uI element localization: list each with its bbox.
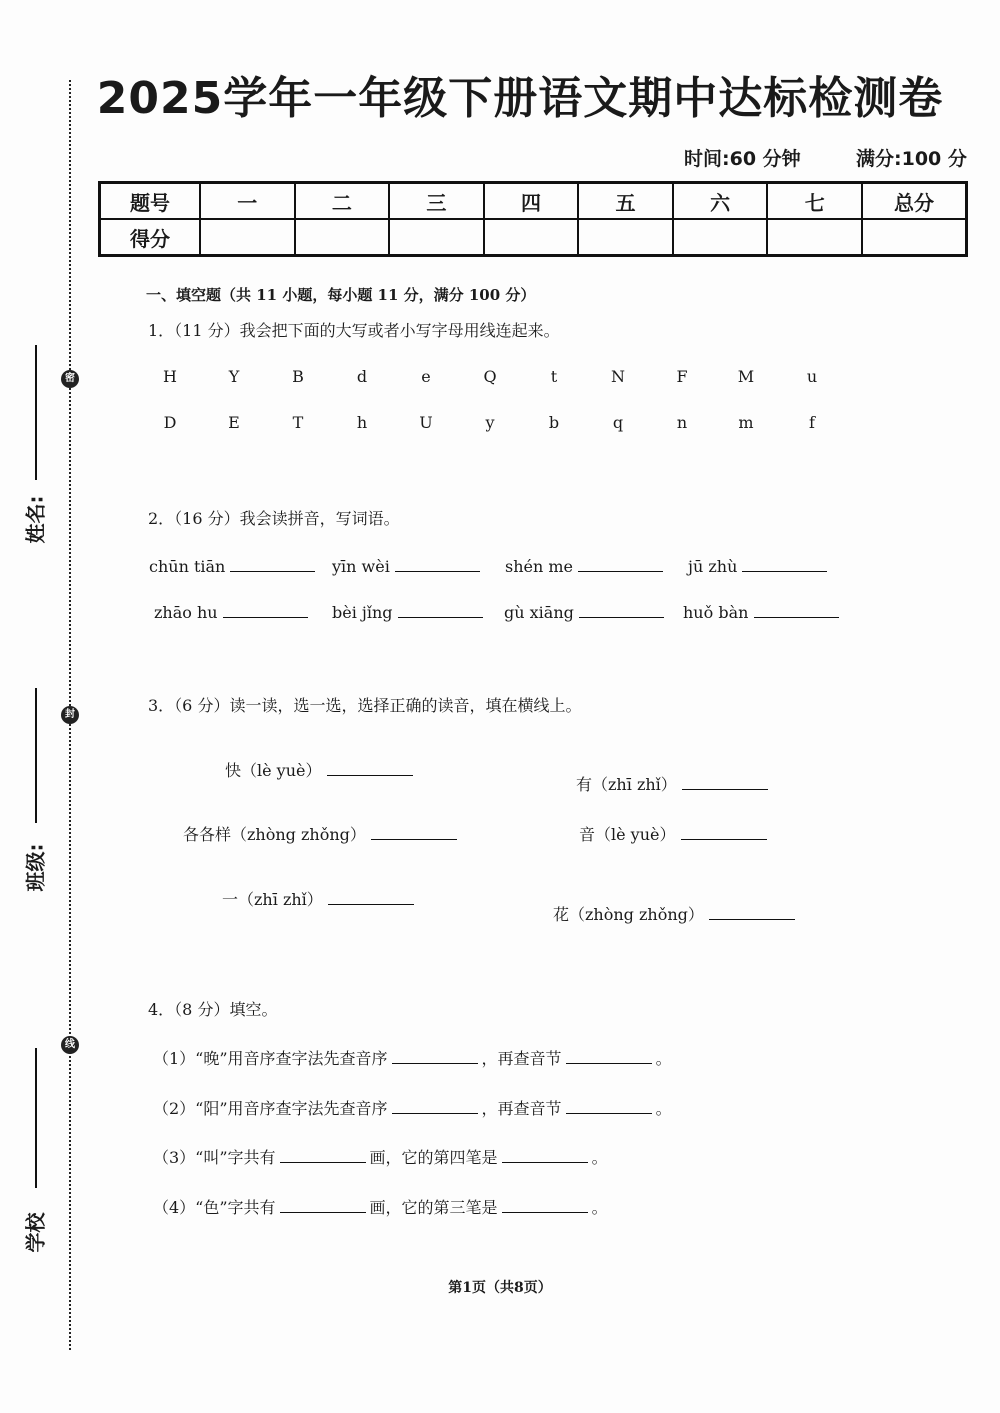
answer-blank[interactable] [392, 1097, 478, 1114]
fill-text: （1）“晚”用音序查字法先查音序 [153, 1049, 388, 1068]
fill-text: 画，它的第四笔是 [369, 1148, 498, 1167]
score-table-cell: 一 [200, 183, 295, 220]
seal-mark: 封 [61, 706, 79, 724]
score-table-cell: 三 [389, 183, 484, 220]
score-table-cell: 得分 [100, 219, 201, 256]
score-table-header-row [100, 183, 967, 220]
seal-mark: 线 [61, 1036, 79, 1054]
score-table-cell: 七 [767, 183, 862, 220]
answer-blank[interactable] [709, 903, 795, 920]
time-limit: 时间:60 分钟 [684, 148, 801, 170]
score-table-cell: 题号 [100, 183, 201, 220]
question-4: 4．（8 分）填空。 [148, 1000, 278, 1019]
letter[interactable]: e [421, 367, 431, 386]
score-table-score-row [100, 219, 967, 256]
fill-line-2 [153, 1096, 672, 1119]
reading-choice: 花（zhòng zhǒng） [553, 905, 704, 924]
reading-choice: 音（lè yuè） [579, 825, 676, 844]
question-1: 1．（11 分）我会把下面的大写或者小写字母用线连起来。 [148, 321, 560, 340]
score-table-cell: 六 [673, 183, 768, 220]
letter[interactable]: E [228, 413, 240, 432]
fill-text: （3）“叫”字共有 [153, 1148, 276, 1167]
pinyin-item [332, 555, 480, 576]
seal-mark: 密 [61, 370, 79, 388]
score-input-cell[interactable] [862, 219, 967, 256]
letter[interactable]: f [809, 413, 815, 432]
fill-line-4 [153, 1195, 608, 1218]
pinyin-item [149, 555, 315, 576]
fill-text: （4）“色”字共有 [153, 1198, 276, 1217]
pinyin: gù xiāng [504, 603, 574, 622]
score-input-cell[interactable] [295, 219, 390, 256]
reading-item [183, 822, 457, 845]
fill-text: ，再查音节 [481, 1099, 562, 1118]
pinyin: jū zhù [688, 557, 738, 576]
score-input-cell[interactable] [484, 219, 579, 256]
letter[interactable]: u [806, 367, 818, 386]
answer-blank[interactable] [742, 555, 827, 572]
letter-row-2 [155, 413, 835, 433]
letter[interactable]: D [163, 413, 177, 432]
letter[interactable]: M [737, 367, 755, 386]
pinyin: chūn tiān [149, 557, 226, 576]
letter[interactable]: q [612, 413, 624, 432]
fill-text: （2）“阳”用音序查字法先查音序 [153, 1099, 388, 1118]
answer-blank[interactable] [681, 823, 767, 840]
pinyin-item [683, 601, 839, 622]
score-table [98, 181, 968, 257]
answer-blank[interactable] [328, 888, 414, 905]
score-input-cell[interactable] [673, 219, 768, 256]
fill-text: 。 [591, 1198, 608, 1217]
score-input-cell[interactable] [767, 219, 862, 256]
answer-blank[interactable] [371, 823, 457, 840]
score-input-cell[interactable] [389, 219, 484, 256]
answer-blank[interactable] [280, 1146, 366, 1163]
full-score: 满分:100 分 [856, 148, 967, 170]
pinyin: huǒ bàn [683, 603, 749, 622]
answer-blank[interactable] [579, 601, 664, 618]
pinyin: yīn wèi [332, 557, 390, 576]
answer-blank[interactable] [223, 601, 308, 618]
page-number: 第1页（共8页） [448, 1280, 552, 1296]
answer-blank[interactable] [230, 555, 315, 572]
reading-choice: 快（lè yuè） [225, 761, 322, 780]
letter[interactable]: m [738, 413, 754, 432]
letter[interactable]: B [292, 367, 304, 386]
fill-text: 。 [655, 1049, 672, 1068]
school-write-line[interactable] [35, 1048, 37, 1188]
letter[interactable]: t [550, 367, 558, 386]
score-table-cell: 五 [578, 183, 673, 220]
letter[interactable]: H [163, 367, 177, 386]
letter[interactable]: n [676, 413, 688, 432]
class-label: 班级: [23, 843, 48, 892]
fill-text: 。 [655, 1099, 672, 1118]
letter[interactable]: Y [228, 367, 240, 386]
name-write-line[interactable] [35, 345, 37, 480]
letter[interactable]: h [356, 413, 368, 432]
pinyin: shén me [505, 557, 574, 576]
letter[interactable]: Q [483, 367, 497, 386]
section-heading: 一、填空题（共 11 小题，每小题 11 分，满分 100 分） [146, 286, 536, 304]
score-table-cell: 四 [484, 183, 579, 220]
reading-item [222, 887, 414, 910]
answer-blank[interactable] [566, 1047, 652, 1064]
question-3: 3．（6 分）读一读，选一选，选择正确的读音，填在横线上。 [148, 696, 582, 715]
answer-blank[interactable] [566, 1097, 652, 1114]
pinyin: bèi jǐng [332, 603, 393, 622]
question-2: 2．（16 分）我会读拼音，写词语。 [148, 509, 400, 528]
answer-blank[interactable] [392, 1047, 478, 1064]
reading-item [576, 772, 768, 795]
fill-text: 画，它的第三笔是 [369, 1198, 498, 1217]
answer-blank[interactable] [682, 773, 768, 790]
name-label: 姓名: [23, 495, 48, 544]
fill-line-3 [153, 1145, 608, 1168]
letter[interactable]: y [485, 413, 495, 432]
pinyin-item [505, 555, 663, 576]
pinyin: zhāo hu [154, 603, 218, 622]
letter[interactable]: b [548, 413, 560, 432]
answer-blank[interactable] [398, 601, 483, 618]
pinyin-item [504, 601, 664, 622]
fill-text: 。 [591, 1148, 608, 1167]
reading-choice: 一（zhī zhǐ） [222, 890, 323, 909]
fill-line-1 [153, 1046, 672, 1069]
letter[interactable]: N [611, 367, 625, 386]
pinyin-item [154, 601, 308, 622]
class-write-line[interactable] [35, 688, 37, 823]
score-input-cell[interactable] [578, 219, 673, 256]
pinyin-item [332, 601, 483, 622]
answer-blank[interactable] [395, 555, 480, 572]
score-input-cell[interactable] [200, 219, 295, 256]
school-label: 学校 [23, 1212, 48, 1253]
pinyin-item [688, 555, 827, 576]
reading-item [579, 822, 767, 845]
letter[interactable]: d [356, 367, 368, 386]
reading-item [225, 758, 413, 781]
reading-choice: 各各样（zhòng zhǒng） [183, 825, 366, 844]
letter[interactable]: U [419, 413, 433, 432]
answer-blank[interactable] [502, 1146, 588, 1163]
reading-choice: 有（zhī zhǐ） [576, 775, 677, 794]
answer-blank[interactable] [327, 759, 413, 776]
answer-blank[interactable] [578, 555, 663, 572]
score-table-cell: 二 [295, 183, 390, 220]
answer-blank[interactable] [502, 1196, 588, 1213]
score-table-cell: 总分 [862, 183, 967, 220]
letter-row-1 [155, 367, 835, 387]
page-title: 2025学年一年级下册语文期中达标检测卷 [96, 73, 944, 124]
letter[interactable]: F [676, 367, 688, 386]
answer-blank[interactable] [754, 601, 839, 618]
letter[interactable]: T [292, 413, 304, 432]
fill-text: ，再查音节 [481, 1049, 562, 1068]
reading-item [553, 902, 795, 925]
answer-blank[interactable] [280, 1196, 366, 1213]
